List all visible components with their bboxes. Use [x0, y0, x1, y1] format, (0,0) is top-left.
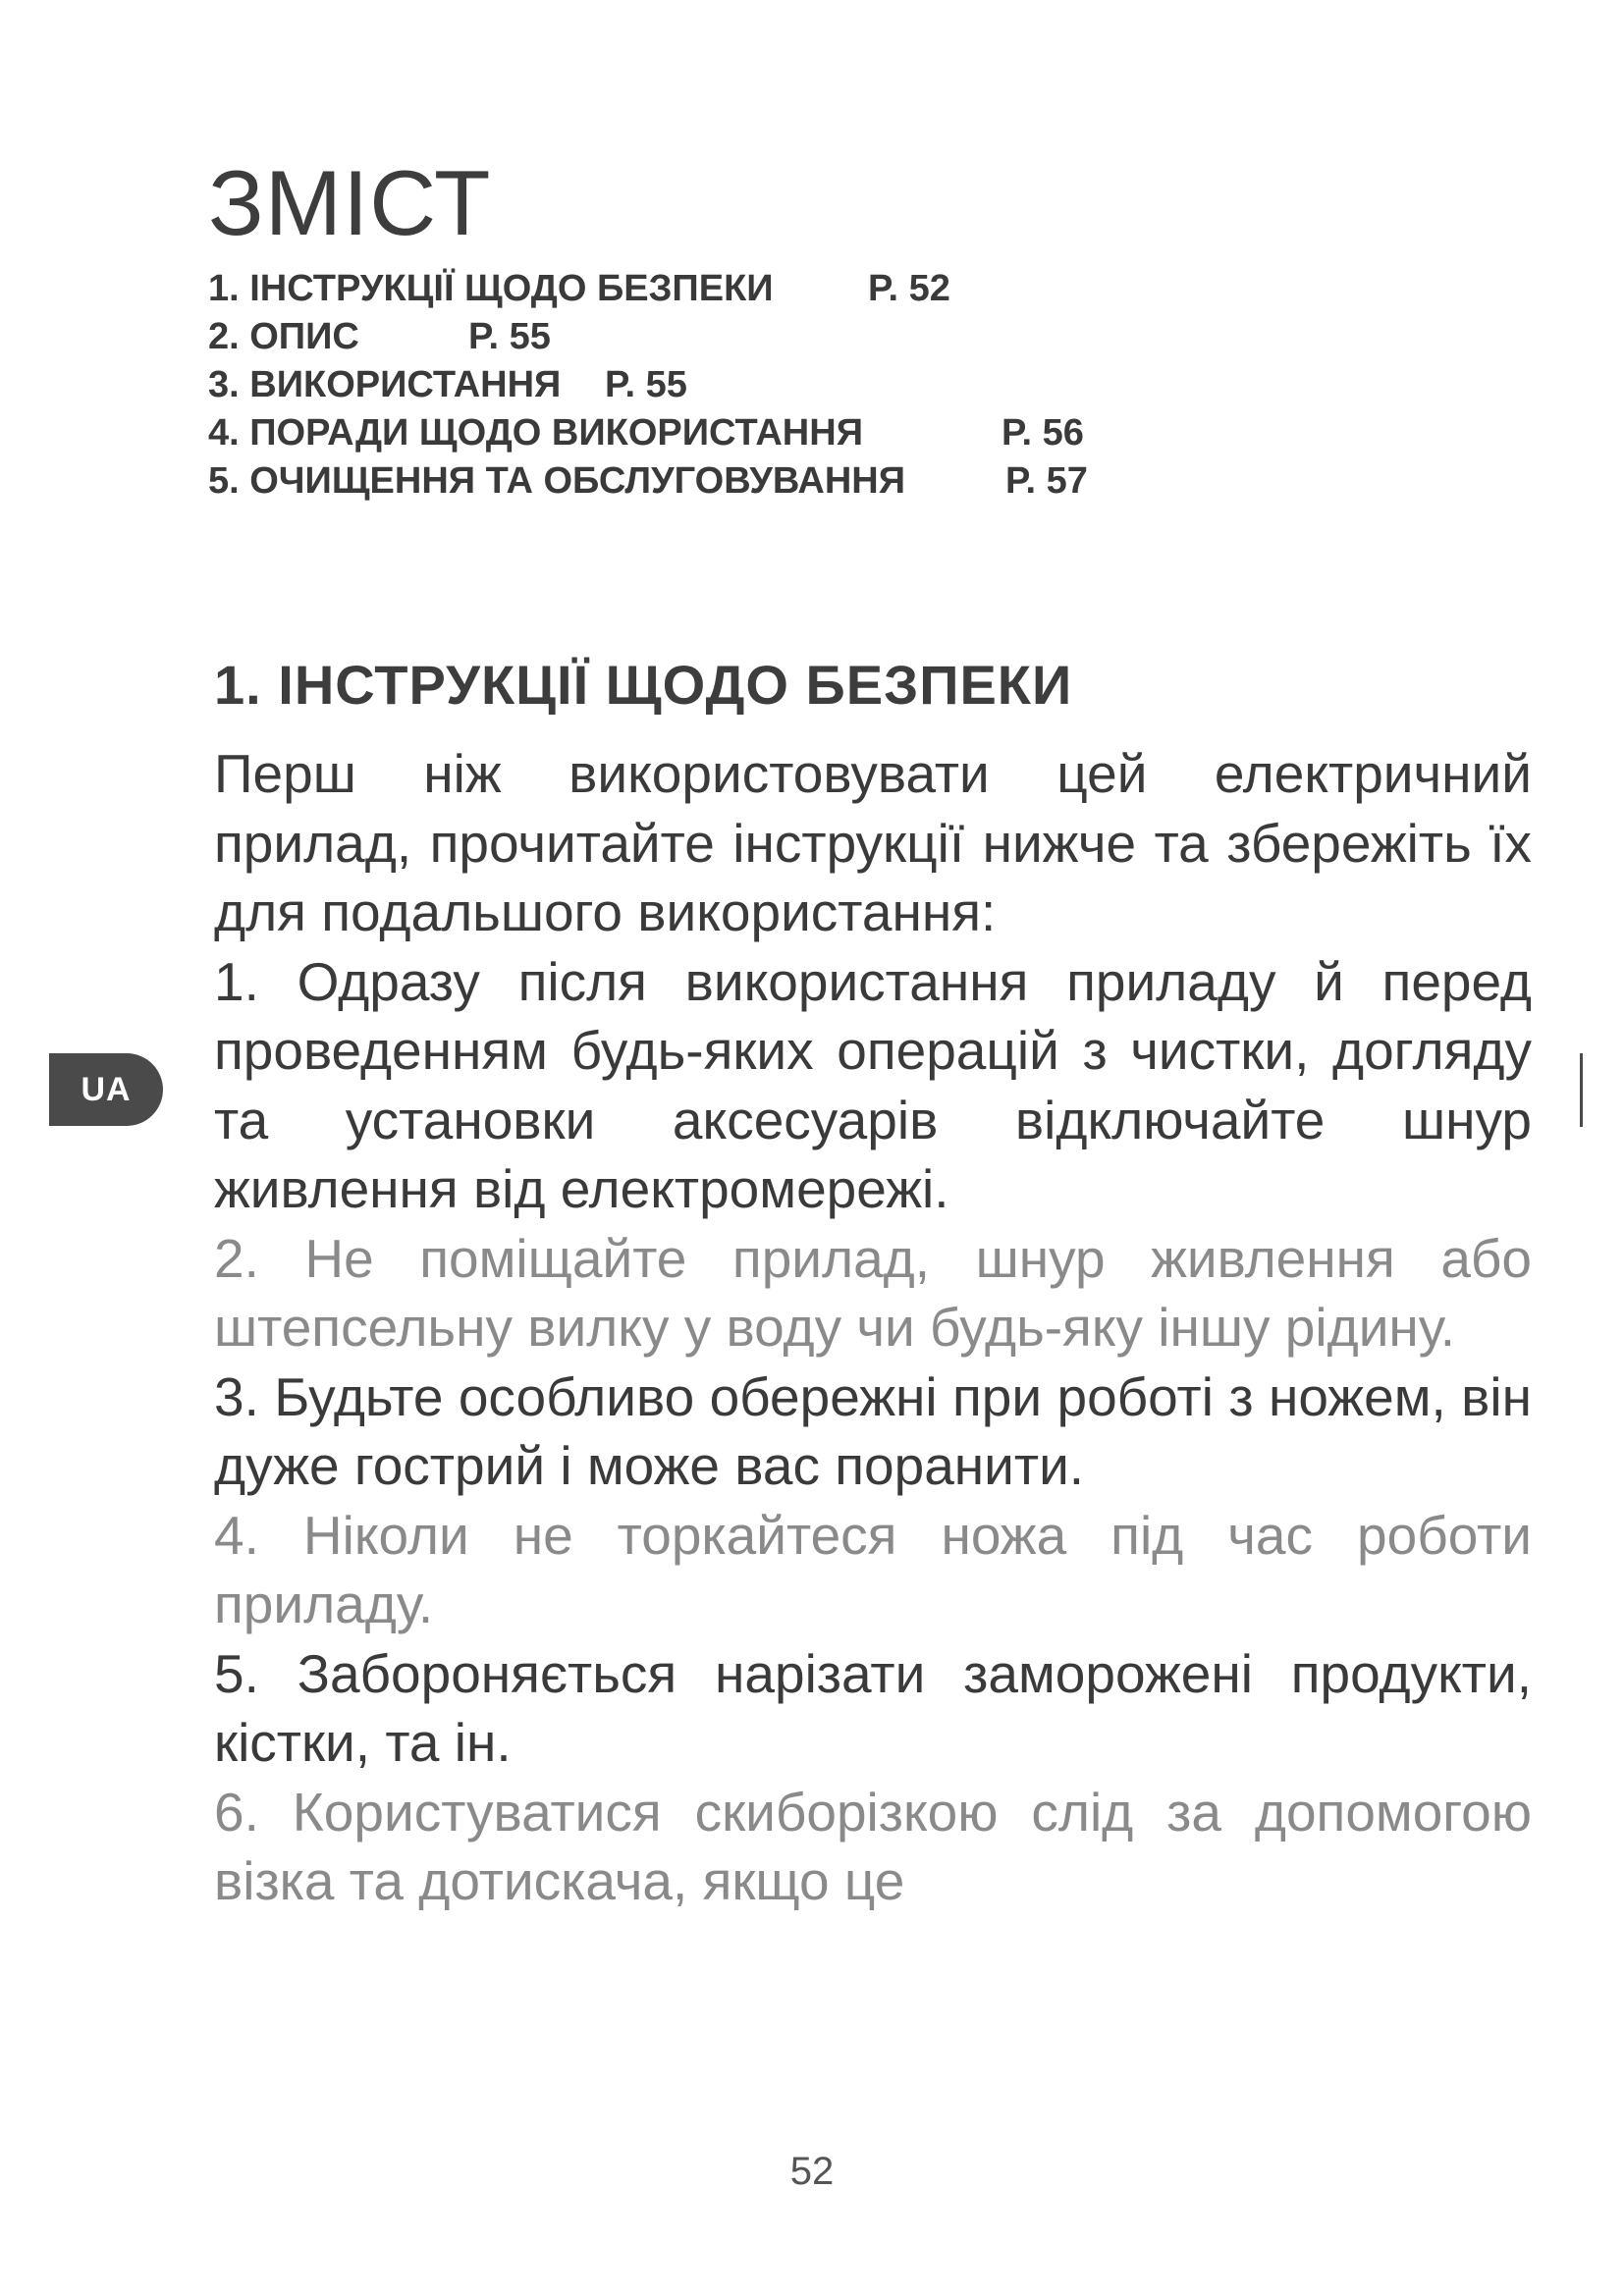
instruction-item: 3. Будьте особливо обережні при роботі з ножем, він дуже гострий і може вас поранити.: [214, 1365, 1532, 1496]
toc-item-page: P. 55: [605, 364, 687, 405]
toc-item: [208, 313, 905, 361]
toc-item: [208, 409, 1084, 457]
language-tab: UA: [49, 1053, 163, 1126]
page-number: 52: [789, 2150, 835, 2193]
instruction-item: 4. Ніколи не торкайтеся ножа під час роботи приладу.: [214, 1504, 1532, 1634]
toc-item-page: P. 55: [468, 316, 551, 357]
safety-instructions: [214, 739, 1532, 1916]
toc-list: [208, 265, 1088, 506]
toc-item-label: 4. ПОРАДИ ЩОДО ВИКОРИСТАННЯ: [208, 412, 864, 454]
section-title: 1. ІНСТРУКЦІЇ ЩОДО БЕЗПЕКИ: [214, 654, 1073, 716]
toc-item: [208, 457, 1088, 506]
toc-item-label: 3. ВИКОРИСТАННЯ: [208, 364, 562, 405]
instruction-item: 2. Не поміщайте прилад, шнур живлення або штепсельну вилку у воду чи будь-яку іншу рідину.: [214, 1227, 1532, 1358]
toc-item-page: P. 56: [1001, 412, 1084, 454]
toc-item-label: 5. ОЧИЩЕННЯ ТА ОБСЛУГОВУВАННЯ: [208, 460, 906, 502]
instruction-item: 1. Одразу після використання приладу й перед проведенням будь-яких операцій з чистки, догляду та установки аксесуарів відключайте шнур живлення від електромережі.: [214, 950, 1532, 1219]
intro-paragraph: Перш ніж використовувати цей електричний прилад, прочитайте інструкції нижче та збережіть їх для подальшого використання:: [214, 743, 1532, 942]
instruction-item: 5. Забороняється нарізати заморожені продукти, кістки, та ін.: [214, 1642, 1532, 1773]
toc-item: [208, 361, 905, 409]
toc-item-page: P. 52: [868, 268, 950, 309]
toc-item-label: 2. ОПИС: [208, 316, 359, 357]
toc-title: ЗМІСТ: [208, 151, 492, 254]
toc-item: [208, 265, 950, 313]
toc-item-label: 1. ІНСТРУКЦІЇ ЩОДО БЕЗПЕКИ: [208, 268, 774, 309]
margin-marker: [1580, 1053, 1583, 1127]
instruction-item: 6. Користуватися скиборізкою слід за допомогою візка та дотискача, якщо це: [214, 1781, 1532, 1911]
toc-item-page: P. 57: [1005, 460, 1088, 502]
